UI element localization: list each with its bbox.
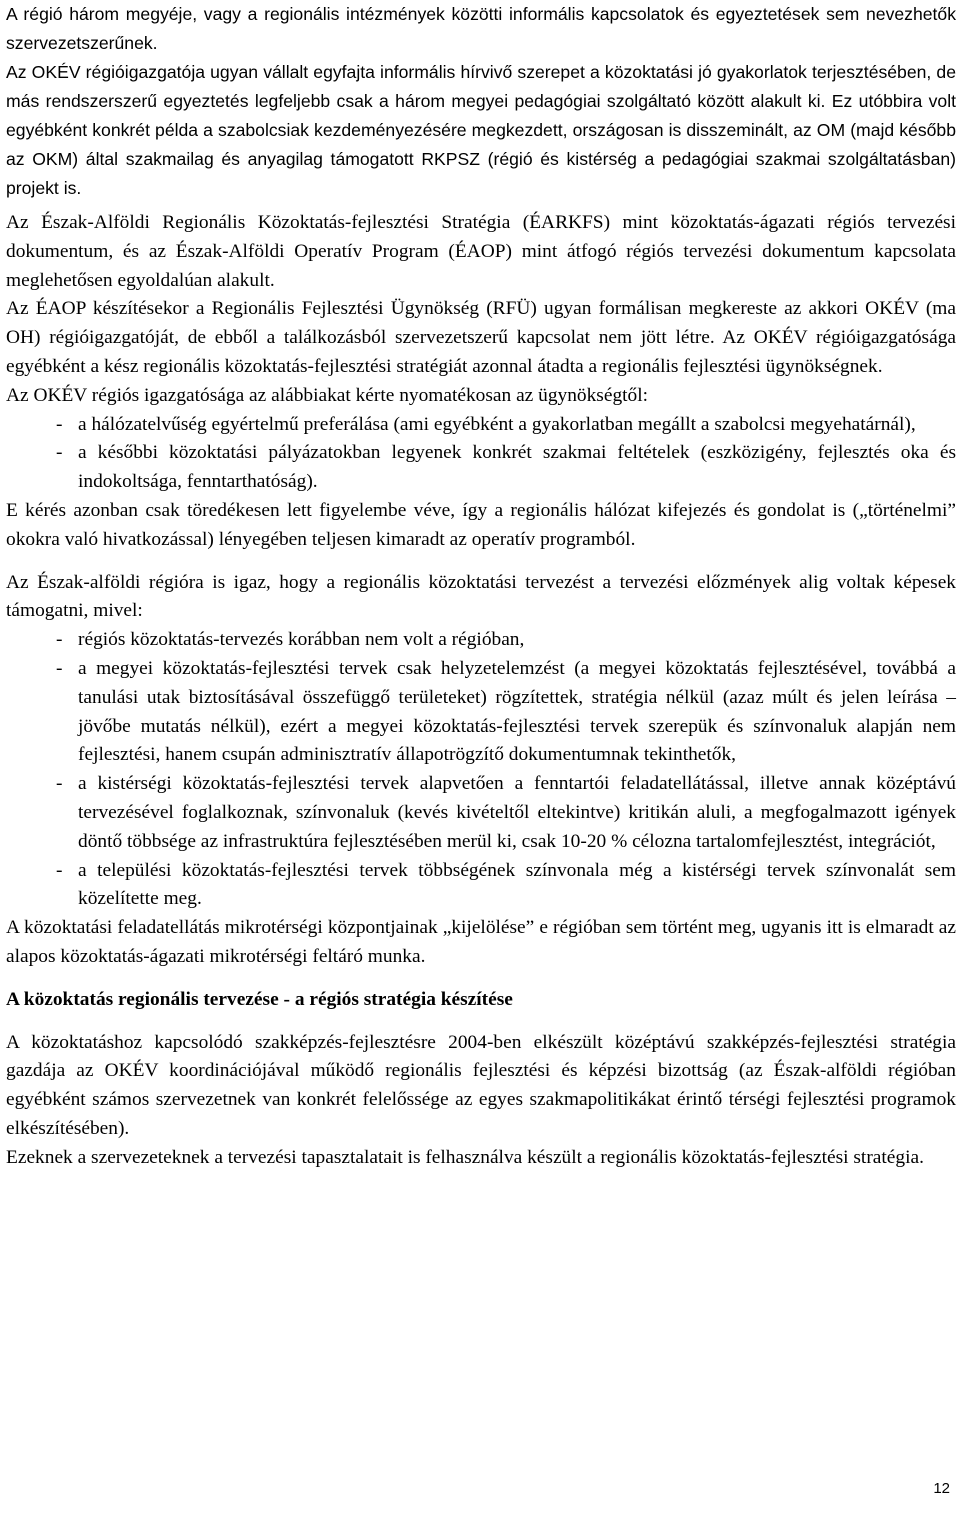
paragraph-strategy-prepared: Ezeknek a szervezeteknek a tervezési tapasztalatait is felhasználva készült a regionális közoktatás-fejlesztési stratégia. bbox=[6, 1146, 924, 1168]
requests-list bbox=[6, 411, 956, 497]
paragraph-okev-director: Az OKÉV régióigazgatója ugyan vállalt egyfajta informális hírvivő szerepet a közoktatási jó gyakorlatok terjesztésében, de más rendszerszerű egyeztetés legfeljebb csak a három megyei pedagógiai szolgáltató között alakult ki. Ez utóbbira volt egyébként konkrét példa a szabolcsiak kezdeményezésére megkezdett, országosan is disszeminált, az OM (majd később az OKM) által szakmailag és anyagilag támogatott RKPSZ (régió és kistérség a pedagógiai szakmai szolgáltatásban) projekt is. bbox=[6, 62, 956, 198]
section-heading: A közoktatás regionális tervezése - a régiós stratégia készítése bbox=[6, 988, 513, 1010]
list-item: - a kistérségi közoktatás-fejlesztési tervek alapvetően a fenntartói feladatellátással, illetve annak középtávú tervezésével foglalkoznak, színvonaluk (kevés kivételtől eltekintve) kritikán aluli, a megfogalmazott igények döntő többsége az infrastruktúra fejlesztésében merül ki, csak 10-20 % célozna tartalomfejlesztést, integrációt, bbox=[56, 773, 956, 852]
paragraph-vocational-strategy: A közoktatáshoz kapcsolódó szakképzés-fejlesztésre 2004-ben elkészült középtávú szakképzés-fejlesztési stratégia gazdája az OKÉV koordinációjával működő regionális fejlesztési és képzési bizottság (az Észak-alföldi régióban egyébként számos szervezetnek van konkrét felelőssége az egyes szakmapolitikákat érintő térségi fejlesztési programok elkészítésében). bbox=[6, 1031, 956, 1139]
paragraph-planning-antecedents: Az Észak-alföldi régióra is igaz, hogy a regionális közoktatási tervezést a tervezési előzmények alig voltak képesek támogatni, mivel: bbox=[6, 571, 956, 622]
paragraph-informal-relations: A régió három megyéje, vagy a regionális intézmények közötti informális kapcsolatok és egyeztetések sem nevezhetők szervezetszerűnek. bbox=[6, 4, 956, 53]
document-page bbox=[6, 0, 956, 1173]
paragraph-requests-intro: Az OKÉV régiós igazgatósága az alábbiakat kérte nyomatékosan az ügynökségtől: bbox=[6, 384, 649, 406]
paragraph-request-outcome: E kérés azonban csak töredékesen lett figyelembe véve, így a regionális hálózat kifejezés és gondolat is („történelmi” okokra való hivatkozással) lényegében teljesen kimaradt az operatív programból. bbox=[6, 499, 956, 550]
paragraph-earkfs: Az Észak-Alföldi Regionális Közoktatás-fejlesztési Stratégia (ÉARKFS) mint közoktatás-ágazati régiós tervezési dokumentum, és az Észak-Alföldi Operatív Program (ÉAOP) mint átfogó régiós tervezési dokumentum kapcsolata meglehetősen egyoldalúan alakult. bbox=[6, 212, 956, 291]
antecedents-list bbox=[6, 626, 956, 914]
page-number: 12 bbox=[933, 1480, 950, 1497]
list-item: - a hálózatelvűség egyértelmű preferálása (ami egyébként a gyakorlatban megállt a szabolcsi megyehatárnál), bbox=[56, 413, 916, 435]
paragraph-microregion-centers: A közoktatási feladatellátás mikrotérségi központjainak „kijelölése” e régióban sem történt meg, ugyanis itt is elmaradt az alapos közoktatás-ágazati mikrotérségi feltáró munka. bbox=[6, 917, 956, 967]
list-item: - a megyei közoktatás-fejlesztési tervek csak helyzetelemzést (a megyei közoktatás fejlesztésével, továbbá a tanulási utak biztosításával összefüggő területeket) rögzítettek, stratégia nélkül (azaz múlt és jelen leírása – jövőbe mutatás nélkül), ezért a megyei közoktatás-fejlesztési tervek szerepük és színvonaluk alapján nem fejlesztési, hanem csupán adminisztratív állapotrögzítő dokumentumnak tekinthetők, bbox=[56, 657, 956, 766]
list-item: - a későbbi közoktatási pályázatokban legyenek konkrét szakmai feltételek (eszközigény, fejlesztés oka és indokoltsága, fenntarthatóság). bbox=[56, 442, 956, 493]
list-item: - a települési közoktatás-fejlesztési tervek többségének színvonala még a kistérségi tervek színvonalát sem közelítette meg. bbox=[56, 859, 956, 910]
paragraph-eaop: Az ÉAOP készítésekor a Regionális Fejlesztési Ügynökség (RFÜ) ugyan formálisan megkereste az akkori OKÉV (ma OH) régióigazgatóját, de ebből a találkozásból szervezetszerű kapcsolat nem jött létre. Az OKÉV régióigazgatósága egyébként a kész regionális közoktatás-fejlesztési stratégiát azonnal átadta a regionális fejlesztési ügynökségnek. bbox=[6, 298, 956, 377]
list-item: - régiós közoktatás-tervezés korábban nem volt a régióban, bbox=[56, 629, 525, 651]
